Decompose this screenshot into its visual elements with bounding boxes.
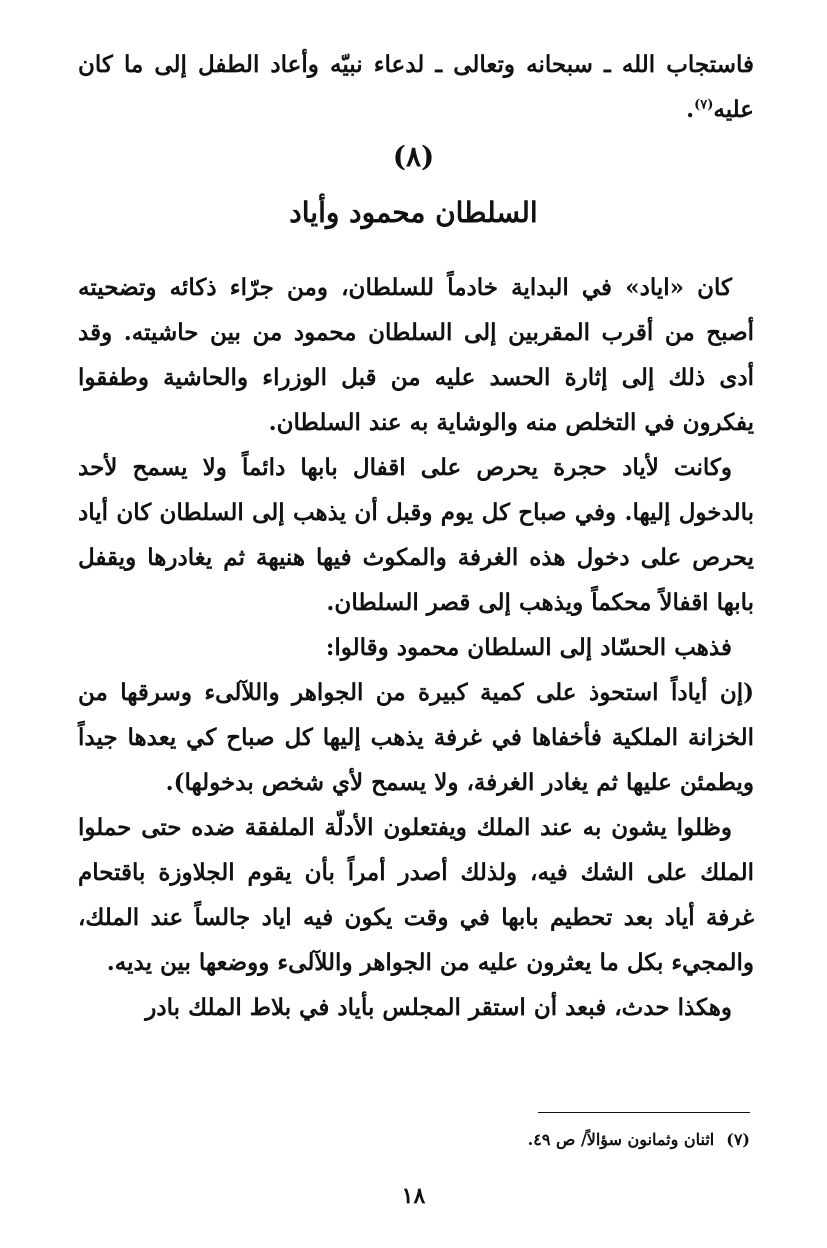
section-number: (٨): [392, 140, 435, 173]
paragraph-2: وكانت لأياد حجرة يحرص على اقفال بابها دائماً ولا يسمح لأحد بالدخول إليها. وفي صباح كل يوم وقبل أن يذهب إلى السلطان كان أياد يحرص على دخول هذه الغرفة والمكوث فيها هنيهة ثم يغادرها ويقفل بابها اقفالاً محكماً ويذهب إلى قصر السلطان.: [78, 454, 754, 616]
intro-text: فاستجاب الله ـ سبحانه وتعالى ـ لدعاء نبيّه وأعاد الطفل إلى ما كان عليه: [78, 51, 754, 123]
footnote-divider: [538, 1112, 750, 1113]
paragraph-4: (إن أياداً استحوذ على كمية كبيرة من الجواهر واللآلىء وسرقها من الخزانة الملكية فأخفاها في غرفة يذهب إليها كل صباح كي يعدها جيداً ويطمئن عليها ثم يغادر الغرفة، ولا يسمح لأي شخص بدخولها).: [78, 679, 754, 796]
intro-paragraph: [78, 42, 754, 132]
footnote-mark: (٧): [726, 1130, 750, 1149]
paragraph-3: فذهب الحسّاد إلى السلطان محمود وقالوا:: [325, 634, 732, 661]
page-number: ١٨: [401, 1183, 426, 1209]
footnote-text: اثنان وثمانون سؤالاً/ ص ٤٩.: [527, 1130, 715, 1149]
section-title: السلطان محمود وأياد: [289, 196, 538, 229]
footnote: [300, 1130, 750, 1149]
intro-end: .: [686, 96, 695, 123]
paragraph-1: كان «اياد» في البداية خادماً للسلطان، ومن جرّاء ذكائه وتضحيته أصبح من أقرب المقربين إلى السلطان محمود من بين حاشيته. وقد أدى ذلك إلى إثارة الحسد عليه من قبل الوزراء والحاشية وطفقوا يفكرون في التخلص منه والوشاية به عند السلطان.: [78, 274, 754, 436]
paragraph-5: وظلوا يشون به عند الملك ويفتعلون الأدلّة الملفقة ضده حتى حملوا الملك على الشك فيه، ولذلك أصدر أمراً بأن يقوم الجلاوزة باقتحام غرفة أياد بعد تحطيم بابها في وقت يكون فيه اياد جالساً عند الملك، والمجيء بكل ما يعثرون عليه من الجواهر واللآلىء ووضعها بين يديه.: [78, 814, 754, 976]
footnote-reference[interactable]: (٧): [694, 97, 714, 113]
paragraph-6: وهكذا حدث، فبعد أن استقر المجلس بأياد في بلاط الملك بادر: [145, 994, 732, 1021]
body-text: [78, 265, 754, 1030]
